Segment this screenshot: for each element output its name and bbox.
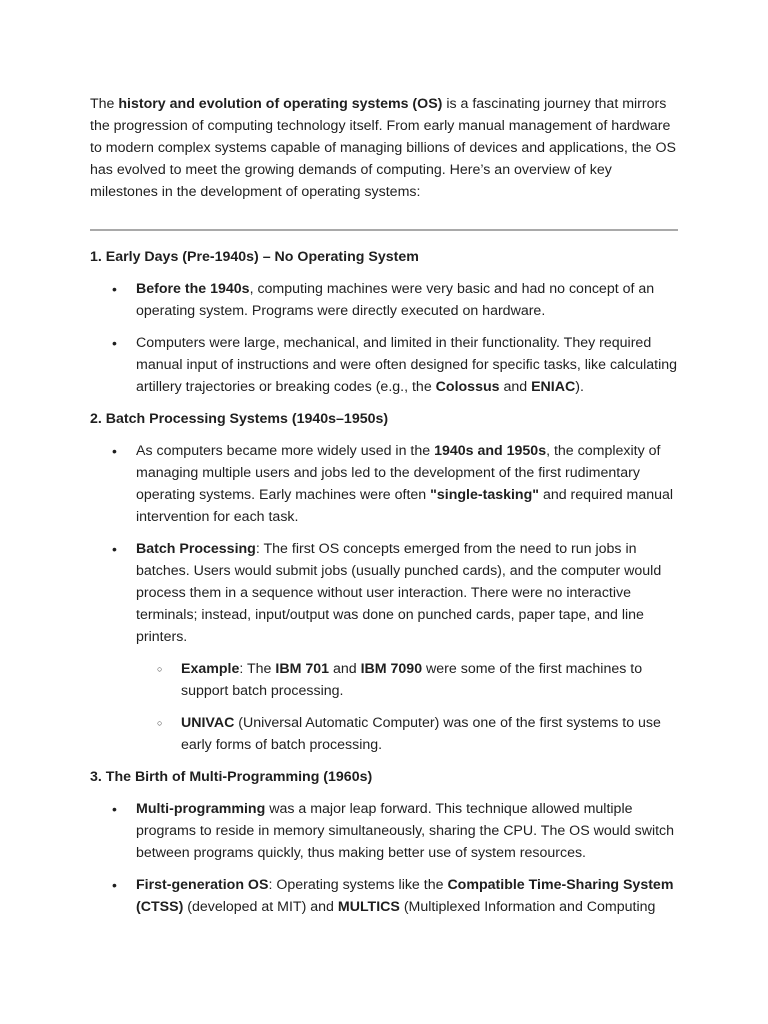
list-item: • Computers were large, mechanical, and limited in their functionality. They required manual input of instructions and were often designed for specific tasks, like calculating artillery trajectories or breaking codes (e.g., the Colossus and ENIAC). bbox=[90, 332, 678, 398]
intro-paragraph: The history and evolution of operating systems (OS) is a fascinating journey that mirrors the progression of computing technology itself. From early manual management of hardware to modern complex systems capable of managing billions of devices and applications, the OS has evolved to meet the growing demands of computing. Here’s an overview of key milestones in the development of operating systems: bbox=[90, 96, 676, 200]
sub-list-item: ○ Example: The IBM 701 and IBM 7090 were some of the first machines to support batch processing. bbox=[90, 658, 678, 702]
sub-list-batch-examples bbox=[90, 658, 678, 756]
list-item: • First-generation OS: Operating systems like the Compatible Time-Sharing System (CTSS) (developed at MIT) and MULTICS (Multiplexed Information and Computing bbox=[90, 874, 678, 918]
section-heading-early-days: 1. Early Days (Pre-1940s) – No Operating System bbox=[90, 249, 419, 265]
list-item: • As computers became more widely used in the 1940s and 1950s, the complexity of managing multiple users and jobs led to the development of the first rudimentary operating systems. Early machines were often "single-tasking" and required manual intervention for each task. bbox=[90, 440, 678, 528]
list-item: • Batch Processing: The first OS concepts emerged from the need to run jobs in batches. Users would submit jobs (usually punched cards), and the computer would process them in a sequence without user interaction. There were no interactive terminals; instead, input/output was done on punched cards, paper tape, and line printers. ○ Example: The IBM 701 and IBM 7090 were some of the first machines to support batch processing. ○ UNIVAC (Universal Automatic Computer) was one of the first systems to use early forms of batch processing. bbox=[90, 538, 678, 756]
bullet-list-batch-processing bbox=[90, 440, 678, 756]
section-heading-multi-programming: 3. The Birth of Multi-Programming (1960s) bbox=[90, 769, 373, 785]
list-item: • Before the 1940s, computing machines were very basic and had no concept of an operating system. Programs were directly executed on hardware. bbox=[90, 278, 678, 322]
list-item: • Multi-programming was a major leap forward. This technique allowed multiple programs to reside in memory simultaneously, sharing the CPU. The OS would switch between programs quickly, thus making better use of system resources. bbox=[90, 798, 678, 864]
bullet-list-early-days bbox=[90, 278, 678, 398]
sub-list-item: ○ UNIVAC (Universal Automatic Computer) was one of the first systems to use early forms of batch processing. bbox=[90, 712, 678, 756]
document-body bbox=[90, 90, 678, 928]
bullet-list-multi-programming bbox=[90, 798, 678, 918]
section-heading-batch-processing: 2. Batch Processing Systems (1940s–1950s) bbox=[90, 411, 389, 427]
horizontal-divider bbox=[90, 229, 678, 231]
